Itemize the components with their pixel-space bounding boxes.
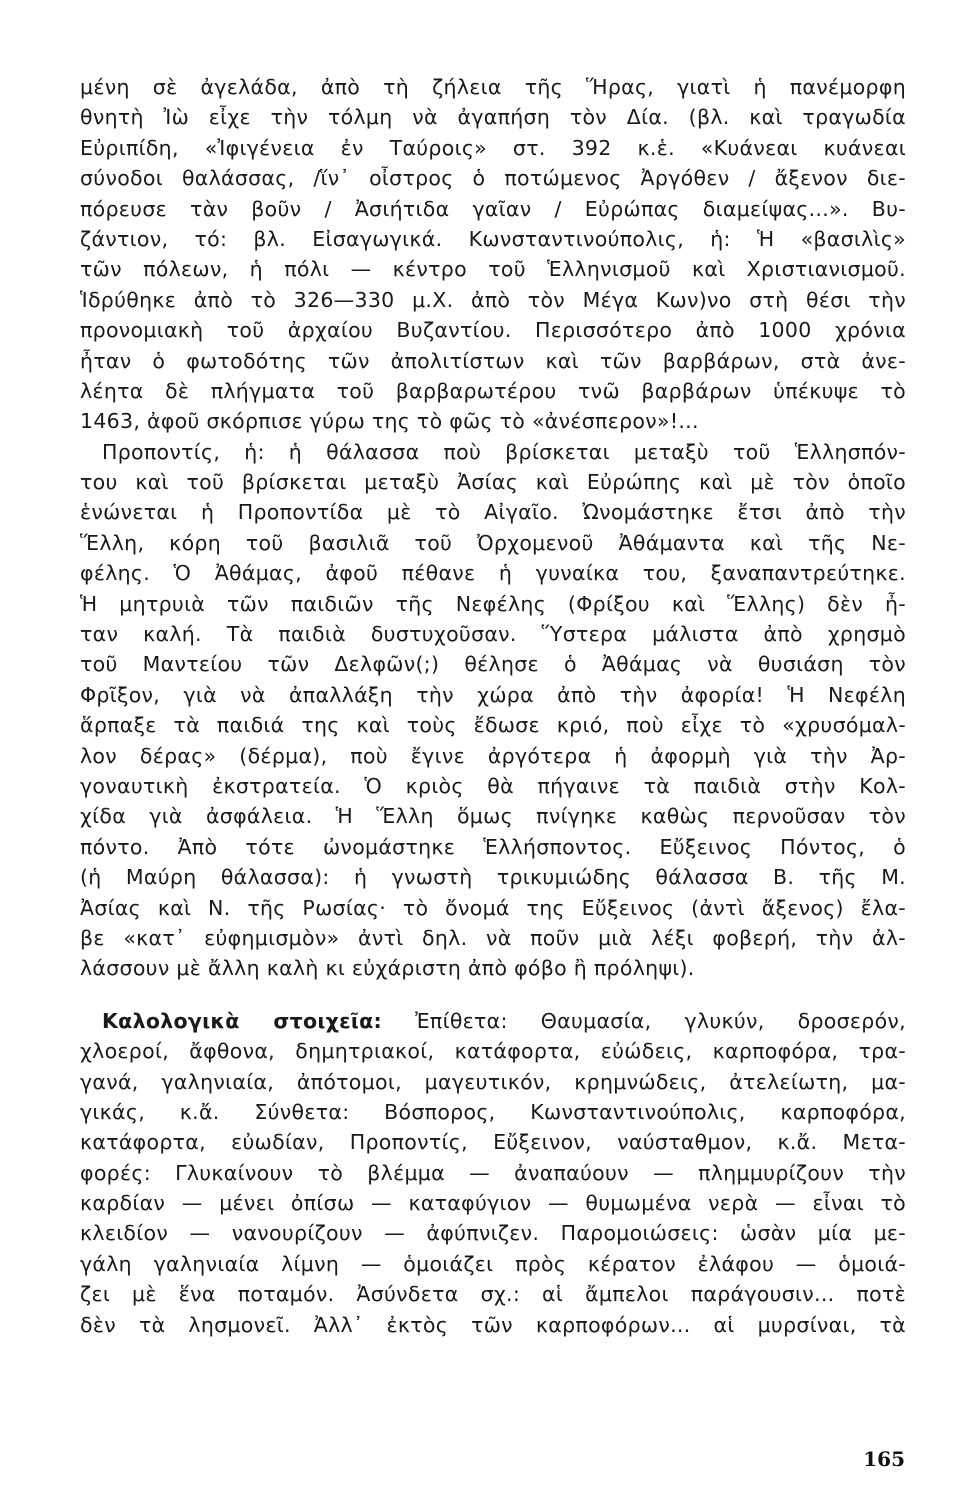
text-line: τῶν πόλεων, ἡ πόλι — κέντρο τοῦ Ἑλληνισμοῦ καὶ Χριστιανισμοῦ. <box>80 257 906 282</box>
paragraph-2 <box>80 437 906 984</box>
page-content <box>80 72 906 1452</box>
text-line: Ἱδρύθηκε ἀπὸ τὸ 326—330 μ.Χ. ἀπὸ τὸν Μέγα Κων)νο στὴ θέσι τὴν <box>80 287 906 312</box>
text-line: Προποντίς, ἡ: ἡ θάλασσα ποὺ βρίσκεται μεταξὺ τοῦ Ἑλλησπόν- <box>102 439 906 464</box>
body-text <box>80 72 906 1340</box>
text-line: κλειδίον — νανουρίζουν — ἀφύπνιζεν. Παρομοιώσεις: ὡσὰν μία με- <box>80 1221 906 1246</box>
section-first-line: Ἐπίθετα: Θαυμασία, γλυκύν, δροσερόν, <box>415 1008 906 1033</box>
paragraph-1 <box>80 72 906 437</box>
text-line: φέλης. Ὁ Ἀθάμας, ἀφοῦ πέθανε ἡ γυναίκα του, ξαναπαντρεύτηκε. <box>80 561 906 586</box>
text-line: κατάφορτα, εὐωδίαν, Προποντίς, Εὔξεινον, ναύσταθμον, κ.ἄ. Μετα- <box>80 1130 906 1155</box>
text-line: λάσσουν μὲ ἄλλη καλὴ κι εὐχάριστη ἀπὸ φόβο ἢ πρόληψι). <box>80 956 695 981</box>
text-line: του καὶ τοῦ βρίσκεται μεταξὺ Ἀσίας καὶ Εὐρώπης καὶ μὲ τὸν ὁποῖο <box>80 470 906 495</box>
text-line: (ἡ Μαύρη θάλασσα): ἡ γνωστὴ τρικυμιώδης θάλασσα Β. τῆς Μ. <box>80 865 906 890</box>
section-heading: Καλολογικὰ στοιχεῖα: <box>102 1008 383 1033</box>
text-line: λον δέρας» (δέρμα), ποὺ ἔγινε ἀργότερα ἡ ἀφορμὴ γιὰ τὴν Ἀρ- <box>80 743 906 768</box>
text-line <box>80 1006 906 1036</box>
text-line: γοναυτικὴ ἐκστρατεία. Ὁ κριὸς θὰ πήγαινε τὰ παιδιὰ στὴν Κολ- <box>80 773 906 798</box>
text-line: ζει μὲ ἕνα ποταμόν. Ἀσύνδετα σχ.: αἱ ἄμπελοι παράγουσιν... ποτὲ <box>80 1282 906 1307</box>
text-line: γάλη γαληνιαία λίμνη — ὁμοιάζει πρὸς κέρατον ἐλάφου — ὁμοιά- <box>80 1251 906 1276</box>
text-line: Ἀσίας καὶ Ν. τῆς Ρωσίας· τὸ ὄνομά της Εὔξεινος (ἀντὶ ἄξενος) ἔλα- <box>80 895 906 920</box>
text-line: θνητὴ Ἰὼ εἶχε τὴν τόλμη νὰ ἀγαπήση τὸν Δία. (βλ. καὶ τραγωδία <box>80 105 906 130</box>
page-number: 165 <box>863 1447 905 1471</box>
text-line: ταν καλή. Τὰ παιδιὰ δυστυχοῦσαν. Ὕστερα μάλιστα ἀπὸ χρησμὸ <box>80 622 906 647</box>
text-line: φορές: Γλυκαίνουν τὸ βλέμμα — ἀναπαύουν — πλημμυρίζουν τὴν <box>80 1160 906 1185</box>
text-line: βε «κατ᾽ εὐφημισμὸν» ἀντὶ δηλ. νὰ ποῦν μιὰ λέξι φοβερή, τὴν ἀλ- <box>80 925 906 950</box>
text-line: ἅρπαξε τὰ παιδιά της καὶ τοὺς ἔδωσε κριό, ποὺ εἶχε τὸ «χρυσόμαλ- <box>80 713 906 738</box>
text-line: ζάντιον, τό: βλ. Εἰσαγωγικά. Κωνσταντινούπολις, ἡ: Ἡ «βασιλὶς» <box>80 226 906 251</box>
text-line: προνομιακὴ τοῦ ἀρχαίου Βυζαντίου. Περισσότερο ἀπὸ 1000 χρόνια <box>80 318 906 343</box>
text-line: λέητα δὲ πλήγματα τοῦ βαρβαρωτέρου τνῶ βαρβάρων ὑπέκυψε τὸ <box>80 378 906 403</box>
text-line: χλοεροί, ἄφθονα, δημητριακοί, κατάφορτα, εὐώδεις, καρποφόρα, τρα- <box>80 1039 906 1064</box>
text-line: τοῦ Μαντείου τῶν Δελφῶν(;) θέλησε ὁ Ἀθάμας νὰ θυσιάση τὸν <box>80 652 906 677</box>
text-line: Εὐριπίδη, «Ἰφιγένεια ἐν Ταύροις» στ. 392 κ.ἑ. «Κυάνεαι κυάνεαι <box>80 135 906 160</box>
text-line: χίδα γιὰ ἀσφάλεια. Ἡ Ἕλλη ὅμως πνίγηκε καθὼς περνοῦσαν τὸν <box>80 804 906 829</box>
text-line: ἦταν ὁ φωτοδότης τῶν ἀπολιτίστων καὶ τῶν βαρβάρων, στὰ ἀνε- <box>80 348 906 373</box>
text-line: γικάς, κ.ἄ. Σύνθετα: Βόσπορος, Κωνσταντινούπολις, καρποφόρα, <box>80 1099 906 1124</box>
text-line: πόντο. Ἀπὸ τότε ὠνομάστηκε Ἑλλήσποντος. Εὔξεινος Πόντος, ὁ <box>80 834 906 859</box>
text-line: Ἕλλη, κόρη τοῦ βασιλιᾶ τοῦ Ὀρχομενοῦ Ἀθάμαντα καὶ τῆς Νε- <box>80 530 906 555</box>
text-line: καρδίαν — μένει ὀπίσω — καταφύγιον — θυμωμένα νερὰ — εἶναι τὸ <box>80 1191 906 1216</box>
text-line: Φρῖξον, γιὰ νὰ ἀπαλλάξη τὴν χώρα ἀπὸ τὴν ἀφορία! Ἡ Νεφέλη <box>80 682 906 707</box>
text-line: 1463, ἀφοῦ σκόρπισε γύρω της τὸ φῶς τὸ «ἀνέσπερον»!... <box>80 409 699 434</box>
section-literary-elements <box>80 1006 906 1340</box>
section-gap <box>80 984 906 1006</box>
text-line: Ἡ μητρυιὰ τῶν παιδιῶν τῆς Νεφέλης (Φρίξου καὶ Ἕλλης) δὲν ἦ- <box>80 591 906 616</box>
text-line: σύνοδοι θαλάσσας, /ἵν᾽ οἶστρος ὁ ποτώμενος Ἀργόθεν / ἄξενον διε- <box>80 166 906 191</box>
text-line: πόρευσε τὰν βοῦν / Ἀσιήτιδα γαῖαν / Εὐρώπας διαμείψας...». Βυ- <box>80 196 906 221</box>
text-line: μένη σὲ ἀγελάδα, ἀπὸ τὴ ζήλεια τῆς Ἥρας, γιατὶ ἡ πανέμορφη <box>80 75 906 99</box>
text-line: γανά, γαληνιαία, ἀπότομοι, μαγευτικόν, κρημνώδεις, ἀτελείωτη, μα- <box>80 1069 906 1094</box>
text-line: δὲν τὰ λησμονεῖ. Ἀλλ᾽ ἐκτὸς τῶν καρποφόρων... αἱ μυρσίναι, τὰ <box>80 1312 906 1337</box>
text-line: ἑνώνεται ἡ Προποντίδα μὲ τὸ Αἰγαῖο. Ὠνομάστηκε ἔτσι ἀπὸ τὴν <box>80 500 906 525</box>
